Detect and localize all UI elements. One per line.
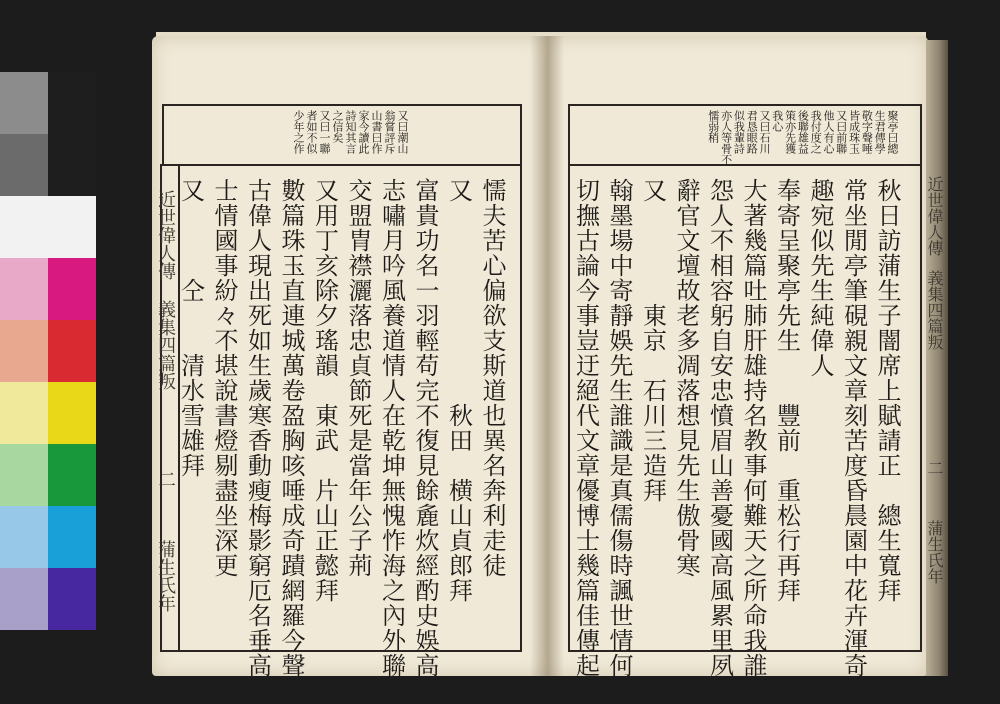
text-column: 大著幾篇吐肺肝雄持名教事何難天之所命我誰 (739, 178, 767, 678)
calibration-swatch (48, 134, 96, 196)
right-margin-volume: 義集四篇叛 (925, 270, 944, 350)
calibration-swatch (48, 320, 96, 382)
right-margin-chapter: 蒲生氏年 (925, 520, 944, 584)
right-margin-page-number: 二 (925, 460, 944, 476)
head-note-column: 懦弱稍 (706, 110, 720, 143)
text-column: 奉寄呈聚亭先生 豐前 重松行再拜 (772, 178, 801, 603)
right-margin-title: 近世偉人傳 (925, 176, 944, 256)
head-note-column: 生君傳學 (873, 110, 887, 154)
text-column: 又 仝 清水雪雄拜 (176, 178, 205, 478)
calibration-swatch (48, 258, 96, 320)
text-column: 常坐閒亭筆硯親文章刻苦度昏晨園中花卉渾奇 (839, 178, 868, 678)
calibration-swatch (0, 196, 48, 258)
head-note-column: 詩知其言 (344, 110, 357, 154)
text-column: 又用丁亥除夕瑤韻 東武 片山正懿拜 (310, 178, 339, 603)
text-column: 辭官文壇故老多凋落想見先生傲骨寒 (672, 178, 700, 578)
head-note-column: 又曰石川 (758, 110, 771, 154)
text-column: 數篇珠玉直連城萬卷盈胸咳唾成奇蹟網羅今聲 (277, 178, 305, 678)
head-note-column: 似我輩詩 (732, 110, 746, 154)
left-margin-title: 近世偉人傳 (155, 190, 176, 280)
head-note-column: 聚亭曰總 (886, 110, 899, 154)
book-gutter (530, 36, 564, 676)
calibration-swatch (0, 72, 48, 134)
calibration-swatch (48, 506, 96, 568)
left-margin-page-number: 二 (155, 470, 176, 488)
text-column: 又 秋田 横山貞郎拜 (444, 178, 473, 603)
calibration-swatch (0, 258, 48, 320)
calibration-swatch (48, 444, 96, 506)
head-note-column: 我付度之 (809, 110, 823, 154)
head-note-column: 者如不似 (305, 110, 318, 154)
left-margin-chapter: 蒲生氏年 (155, 540, 176, 612)
head-note-column: 家今讀此 (357, 110, 370, 154)
text-column: 士情國事紛々不堪說書燈剔盡坐深更 (210, 178, 238, 578)
text-column: 懦夫苦心偏欲支斯道也異名奔利走徒 (478, 178, 506, 578)
head-note-column: 敬字聲唾 (860, 110, 874, 154)
head-note-column: 君恳眼路 (745, 110, 759, 154)
calibration-swatch (0, 506, 48, 568)
calibration-swatch (48, 568, 96, 630)
head-note-column: 我心 (770, 110, 784, 132)
left-margin-volume: 義集四篇叛 (155, 300, 176, 390)
head-note-column: 又曰前聯 (834, 110, 848, 154)
head-note-column: 亦人等骨不 (719, 110, 733, 165)
text-column: 古偉人現出死如生歲寒香動瘦梅影窮厄名垂高 (243, 178, 272, 678)
head-note-column: 他人有心 (822, 110, 835, 154)
text-column: 翰墨場中寄靜娛先生誰識是真儒傷時諷世情何 (605, 178, 633, 678)
calibration-swatch (0, 382, 48, 444)
calibration-swatch (0, 444, 48, 506)
calibration-swatch (48, 382, 96, 444)
head-note-column: 策亦先獲 (783, 110, 797, 154)
text-column: 交盟胄襟灑落忠貞節死是當年公子荊 (344, 178, 372, 578)
calibration-swatch (0, 320, 48, 382)
text-column: 志嘯月吟風養道情人在乾坤無愧怍海之內外聯 (377, 178, 406, 678)
head-note-column: 翁嘗評斥 (383, 110, 396, 154)
head-note-column: 皆成珠玉 (847, 110, 861, 154)
head-note-column: 又曰潮山 (396, 110, 409, 154)
text-column: 又 東京 石川三造拜 (638, 178, 667, 503)
text-column: 趣宛似先生純偉人 (806, 178, 834, 378)
calibration-swatch (0, 568, 48, 630)
head-note-column: 之信矣 (331, 110, 344, 143)
head-note-column: 少年之作 (292, 110, 305, 154)
head-note-column: 山書曰作 (370, 110, 383, 154)
text-column: 秋日訪蒲生子闇席上賦請正 總生寬拜 (873, 178, 901, 603)
text-column: 怨人不相容躬自安忠憤眉山善憂國高風累里夙 (705, 178, 734, 678)
calibration-swatch (48, 72, 96, 134)
text-column: 富貴功名一羽輕苟完不復見餘麁炊經酌史娛高 (411, 178, 439, 678)
head-note-column: 後聯雄益 (796, 110, 810, 154)
text-column: 切撫古論今事豈迂絕代文章優博士幾篇佳傳起 (571, 178, 600, 678)
calibration-swatch (48, 196, 96, 258)
calibration-swatch (0, 134, 48, 196)
head-note-column: 又曰一聯 (318, 110, 331, 154)
